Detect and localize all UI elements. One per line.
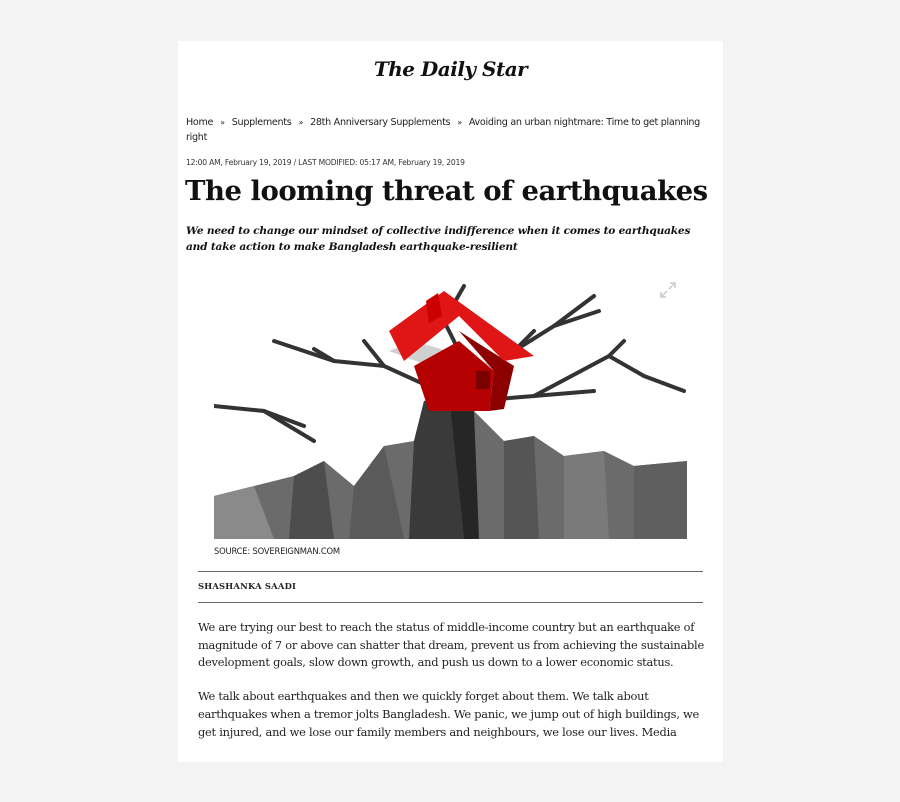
- byline-divider-bottom: [198, 602, 703, 603]
- paragraph: We are trying our best to reach the status of middle-income country but an earthquake of magnitude of 7 or above can shatter that dream, prevent us from achieving the sustainable development goals, slow down growth, and push us down to a lower economic status.: [198, 620, 704, 670]
- byline-divider-top: [198, 571, 703, 572]
- article-standfirst: We need to change our mindset of collective indifference when it comes to earthquakes and take action to make Bangladesh earthquake-resilient: [186, 225, 691, 253]
- breadcrumb-supplements[interactable]: Supplements: [231, 117, 292, 128]
- breadcrumb: [186, 115, 706, 145]
- breadcrumb-home[interactable]: Home: [186, 117, 214, 128]
- paragraph: We talk about earthquakes and then we quickly forget about them. We talk about earthquakes when a tremor jolts Bangladesh. We panic, we jump out of high buildings, we get injured, and we lose our family members and neighbours, we lose our lives. Media: [198, 689, 699, 739]
- breadcrumb-current-article[interactable]: Avoiding an urban nightmare: Time to get planning right: [186, 117, 700, 143]
- image-caption: SOURCE: SOVEREIGNMAN.COM: [214, 546, 340, 556]
- article-body: [198, 619, 708, 757]
- site-logo[interactable]: The Daily Star: [373, 57, 528, 81]
- article-byline[interactable]: SHASHANKA SAADI: [198, 581, 297, 591]
- earthquake-house-illustration: [214, 271, 687, 539]
- breadcrumb-anniversary-supplements[interactable]: 28th Anniversary Supplements: [310, 117, 451, 128]
- article-page: [178, 41, 723, 762]
- article-title: The looming threat of earthquakes: [185, 175, 708, 207]
- chevron-double-right-icon: »: [298, 118, 304, 127]
- article-dateline: 12:00 AM, February 19, 2019 / LAST MODIFIED: 05:17 AM, February 19, 2019: [186, 158, 465, 167]
- house-illustration: [389, 291, 534, 411]
- chevron-double-right-icon: »: [457, 118, 462, 127]
- article-image[interactable]: [214, 271, 687, 539]
- expand-icon[interactable]: [659, 281, 677, 299]
- chevron-double-right-icon: »: [220, 118, 225, 127]
